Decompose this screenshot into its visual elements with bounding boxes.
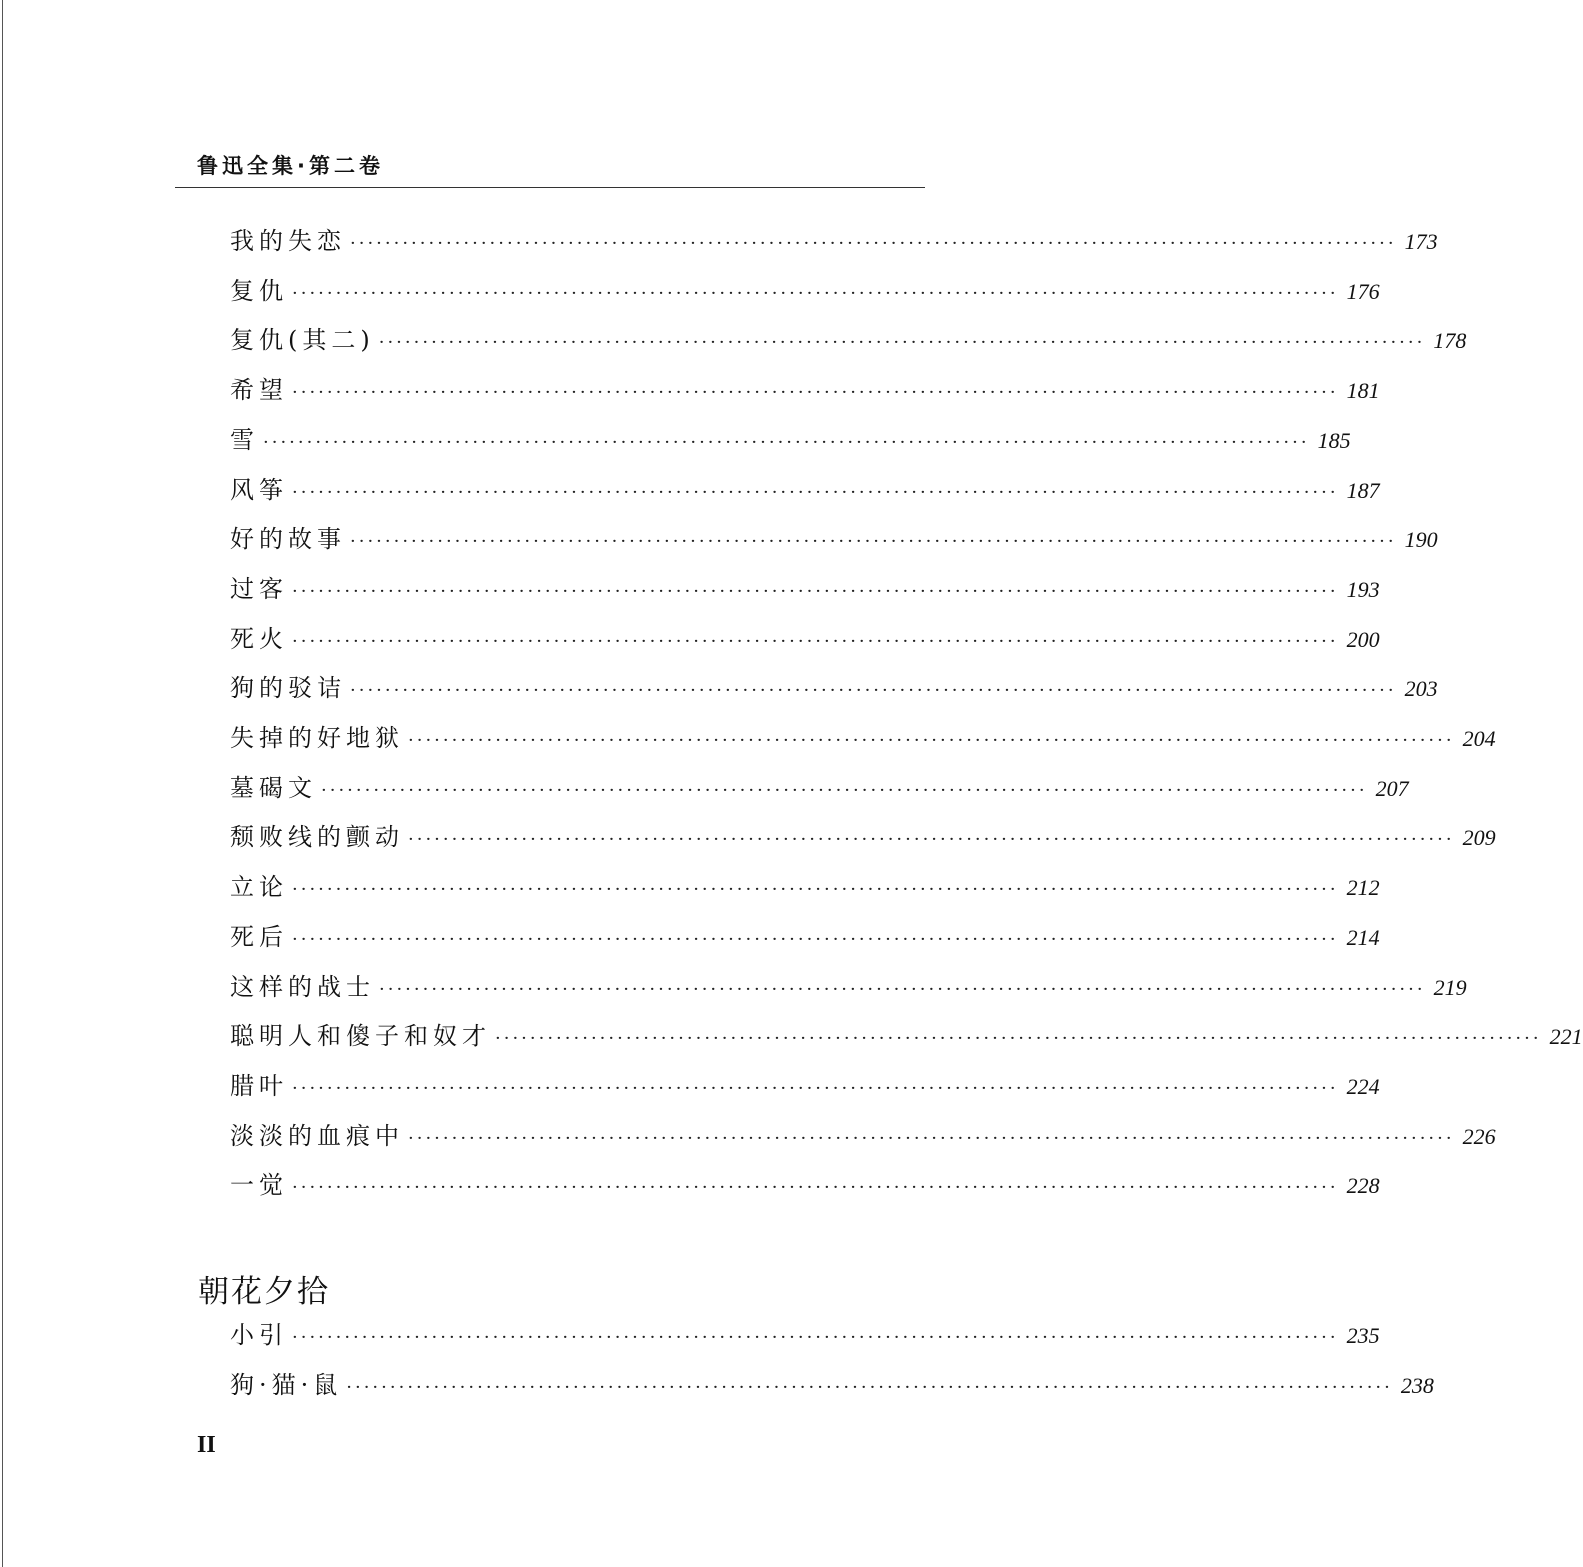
toc-entry-title: 风筝: [230, 475, 288, 504]
toc-entry: [230, 1017, 1583, 1055]
toc-entry: [230, 272, 1380, 310]
toc-entry-page: 219: [1433, 974, 1467, 1000]
toc-entry: [230, 570, 1380, 608]
toc-entry: [230, 669, 1438, 707]
toc-entry-page: 228: [1346, 1173, 1380, 1199]
dot-leader: ························································································································: [292, 481, 1339, 503]
dot-leader: ························································································································: [408, 730, 1455, 751]
dot-leader: ························································································································: [408, 829, 1455, 851]
toc-entry-title: 复仇: [230, 276, 288, 305]
toc-entry-title: 腊叶: [230, 1071, 288, 1100]
toc-entry-title: 好的故事: [230, 525, 346, 554]
toc-entry-title: 复仇(其二): [230, 326, 375, 355]
toc-entry-title: 死后: [230, 922, 288, 951]
toc-entry-page: 207: [1375, 775, 1409, 801]
toc-entry-title: 这样的战士: [230, 972, 375, 1001]
dot-leader: ························································································································: [346, 1376, 1393, 1398]
toc-entry: [230, 520, 1438, 558]
toc-entry-page: 185: [1317, 427, 1351, 453]
toc-entry: [230, 918, 1380, 956]
toc-entry: [230, 1366, 1434, 1404]
dot-leader: ························································································································: [292, 1177, 1339, 1199]
running-head: 鲁迅全集·第二卷: [197, 154, 384, 178]
toc-entry-page: 200: [1346, 626, 1380, 652]
toc-entry: [230, 968, 1467, 1006]
toc-entry-title: 失掉的好地狱: [230, 724, 404, 752]
dot-leader: ························································································································: [292, 282, 1339, 304]
toc-entry-page: 203: [1404, 676, 1438, 702]
dot-leader: ························································································································: [408, 1127, 1455, 1149]
toc-entry-title: 雪: [230, 425, 259, 454]
toc-entry-title: 过客: [230, 574, 288, 603]
toc-entry-page: 238: [1400, 1372, 1434, 1398]
toc-entry: [230, 222, 1438, 260]
toc-entry-page: 193: [1346, 576, 1380, 602]
page-number: II: [197, 1432, 216, 1458]
toc-entry-page: 173: [1404, 229, 1438, 254]
dot-leader: ························································································································: [292, 1327, 1339, 1348]
toc-entry: [230, 1117, 1496, 1155]
toc-entry-title: 墓碣文: [230, 773, 317, 802]
toc-entry-title: 聪明人和傻子和奴才: [230, 1022, 491, 1051]
dot-leader: ························································································································: [292, 630, 1339, 652]
dot-leader: ························································································································: [350, 680, 1397, 702]
toc-entry-title: 我的失恋: [230, 227, 346, 255]
toc-entry-page: 187: [1346, 477, 1380, 503]
toc-entry-title: 狗·猫·鼠: [230, 1370, 343, 1399]
toc-entry-page: 204: [1462, 726, 1496, 751]
dot-leader: ························································································································: [379, 978, 1426, 1000]
dot-leader: ························································································································: [292, 928, 1339, 950]
toc-entry-page: 221: [1549, 1024, 1583, 1050]
toc-entry: [230, 1316, 1380, 1354]
toc-entry-title: 淡淡的血痕中: [230, 1121, 404, 1150]
toc-entry-page: 224: [1346, 1073, 1380, 1099]
toc-entry: [230, 321, 1467, 359]
dot-leader: ························································································································: [292, 382, 1339, 404]
dot-leader: ························································································································: [292, 879, 1339, 901]
section-heading: 朝花夕拾: [198, 1274, 330, 1310]
toc-entry: [230, 769, 1409, 807]
dot-leader: ························································································································: [350, 531, 1397, 553]
toc-entry-title: 颓败线的颤动: [230, 823, 404, 852]
dot-leader: ························································································································: [495, 1028, 1542, 1050]
toc-entry: [230, 1166, 1380, 1204]
toc-entry-title: 希望: [230, 376, 288, 405]
dot-leader: ························································································································: [292, 1077, 1339, 1099]
toc-entry: [230, 868, 1380, 906]
toc-entry: [230, 471, 1380, 509]
toc-entry-page: 214: [1346, 924, 1380, 950]
dot-leader: ························································································································: [321, 779, 1368, 801]
toc-entry-page: 190: [1404, 527, 1438, 553]
toc-entry-title: 立论: [230, 873, 288, 902]
dot-leader: ························································································································: [350, 233, 1397, 254]
toc-entry: [230, 421, 1351, 459]
dot-leader: ························································································································: [378, 332, 1426, 354]
toc-entry-title: 一觉: [230, 1171, 288, 1200]
toc-entry-page: 235: [1346, 1323, 1380, 1348]
toc-entry-page: 181: [1346, 378, 1380, 404]
toc-entry: [230, 1067, 1380, 1105]
toc-entry-title: 小引: [230, 1321, 288, 1349]
toc-entry: [230, 818, 1496, 856]
toc-entry-page: 178: [1433, 328, 1467, 354]
toc-entry: [230, 719, 1496, 757]
toc-entry-page: 226: [1462, 1123, 1496, 1149]
toc-entry: [230, 620, 1380, 658]
toc-entry-title: 死火: [230, 624, 288, 653]
dot-leader: ························································································································: [263, 431, 1310, 453]
toc-entry-page: 209: [1462, 825, 1496, 851]
toc-entry-page: 212: [1346, 875, 1380, 901]
toc-entry-title: 狗的驳诘: [230, 674, 346, 703]
toc-entry: [230, 371, 1380, 409]
toc-entry-page: 176: [1346, 278, 1380, 304]
dot-leader: ························································································································: [292, 580, 1339, 602]
